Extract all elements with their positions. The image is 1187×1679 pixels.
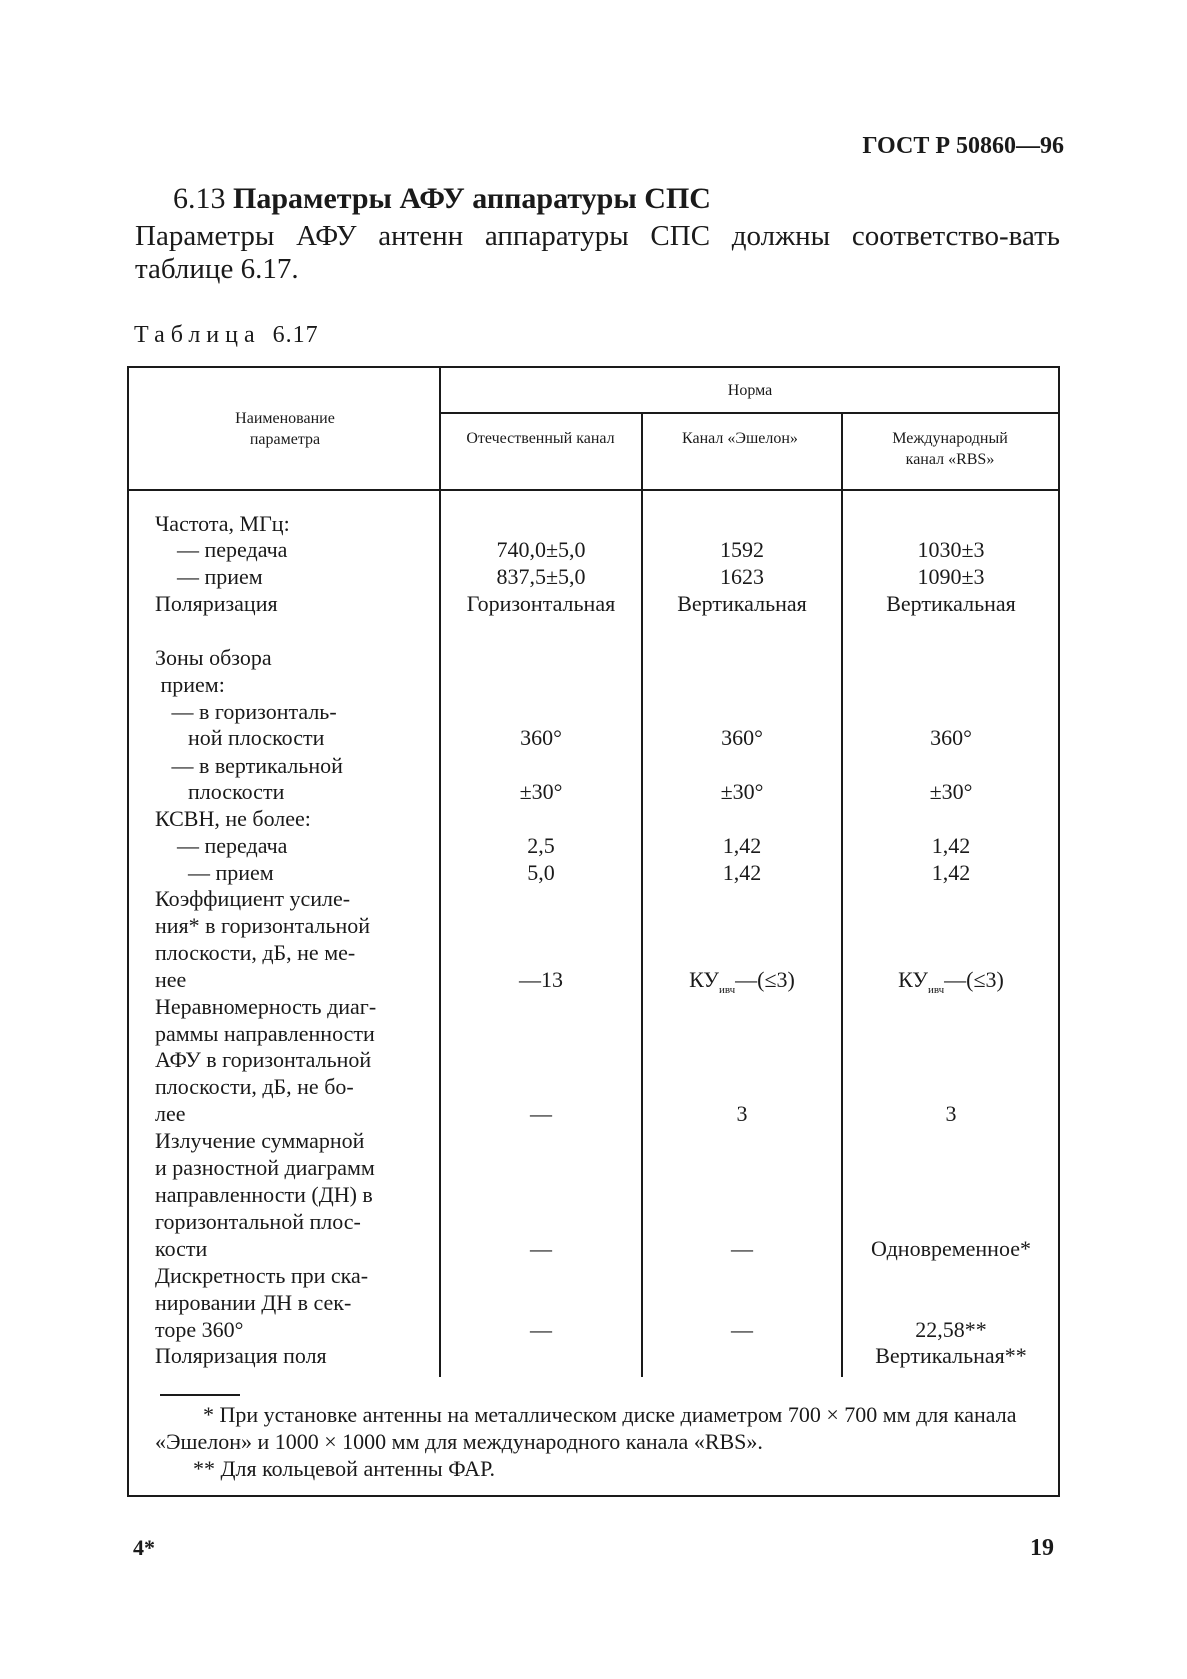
param-line: плоскости, дБ, не ме- [155,940,356,965]
value-cell: ±30° [720,779,764,804]
value-cell: 3 [736,1101,748,1126]
value-cell: 1030±3 [917,537,985,562]
value-cell: ±30° [519,779,563,804]
ku-subscript: ивч [927,984,945,996]
param-line: плоскости [155,779,285,804]
param-line: нее [155,967,187,992]
value-cell: 1,42 [722,833,762,858]
param-line: ной плоскости [155,725,325,750]
value-cell: Одновременное* [871,1236,1031,1261]
param-line: кости [155,1236,208,1261]
param-line: прием: [155,672,225,697]
param-line: АФУ в горизонтальной [155,1047,372,1072]
value-cell: 1,42 [931,860,971,885]
param-line: плоскости, дБ, не бо- [155,1074,354,1099]
value-cell: — [530,1317,552,1342]
value-cell: 1592 [720,537,764,562]
value-cell: — [731,1317,753,1342]
param-line: — прием [155,860,274,885]
value-cell: 360° [930,725,972,750]
param-line: — передача [155,537,288,562]
param-line: Зоны обзора [155,645,272,670]
value-cell: 1623 [720,564,764,589]
value-cell: 740,0±5,0 [496,537,586,562]
value-cell: 1,42 [931,833,971,858]
header-col2: Канал «Эшелон» [682,430,798,447]
value-cell: 360° [520,725,562,750]
footnote-2: ** Для кольцевой антенны ФАР. [193,1456,496,1481]
value-cell: ±30° [929,779,973,804]
value-cell: 3 [945,1101,957,1126]
param-line: Поляризация поля [155,1343,327,1368]
param-line: и разностной диаграмм [155,1155,375,1180]
header-col1: Отечественный канал [466,430,615,447]
value-cell: Вертикальная [886,591,1016,616]
footnote-rule [160,1394,240,1396]
header-bottom-rule [127,489,1060,491]
param-line: раммы направленности [155,1021,375,1046]
param-line: ния* в горизонтальной [155,913,371,938]
value-cell: —13 [519,967,563,992]
param-line: нировании ДН в сек- [155,1290,352,1315]
table-label [134,322,319,349]
param-line: — в горизонталь- [155,699,337,724]
header-param: Наименование параметра [235,410,335,448]
ku-symbol: КУ [898,967,928,992]
param-line: Коэффициент усиле- [155,886,351,911]
section-number: 6.13 [173,182,226,215]
value-cell: — [731,1236,753,1261]
header-norm-rule [440,412,1060,414]
header-norm: Норма [727,382,773,399]
value-cell: 360° [721,725,763,750]
value-cell: — [530,1236,552,1261]
value-cell: 2,5 [527,833,555,858]
value-cell: 22,58** [915,1317,987,1342]
value-cell: 1090±3 [917,564,985,589]
section-title [173,182,711,216]
param-line: Излучение суммарной [155,1128,365,1153]
value-cell: Вертикальная** [875,1343,1027,1368]
ku-tail: —(≤3) [735,967,795,992]
document-code: ГОСТ Р 50860—96 [862,133,1064,159]
page-mark: 4* [133,1535,155,1560]
table-label-word: Таблица [134,322,261,348]
param-line: — в вертикальной [155,753,343,778]
value-cell [642,966,842,1004]
param-line: — прием [155,564,263,589]
ku-tail: —(≤3) [944,967,1004,992]
param-line: направленности (ДН) в [155,1182,373,1207]
param-line: — передача [155,833,288,858]
param-line: Неравномерность диаг- [155,994,377,1019]
param-line: лее [155,1101,186,1126]
value-cell: 5,0 [527,860,555,885]
footnote-1: * При установке антенны на металлическом диске диаметром 700 × 700 мм для канала «Эшелон» и 1000 × 1000 мм для международного канала «RBS». [155,1402,1017,1454]
param-line: Поляризация [155,591,278,616]
header-col3: Международный канал «RBS» [892,430,1008,468]
intro-paragraph: Параметры АФУ антенн аппаратуры СПС должны соответство-вать таблице 6.17. [135,220,1060,285]
param-line: торе 360° [155,1317,244,1342]
page-number: 19 [1030,1535,1054,1561]
table-number: 6.17 [272,322,319,348]
ku-subscript: ивч [718,984,736,996]
param-line: КСВН, не более: [155,806,311,831]
ku-symbol: КУ [689,967,719,992]
param-line: Частота, МГц: [155,511,290,536]
param-line: горизонтальной плос- [155,1209,361,1234]
value-cell: 1,42 [722,860,762,885]
value-cell: Вертикальная [677,591,807,616]
param-line: Дискретность при ска- [155,1263,369,1288]
section-title-text: Параметры АФУ аппаратуры СПС [233,182,711,215]
value-cell: — [530,1101,552,1126]
value-cell: 837,5±5,0 [496,564,586,589]
value-cell: Горизонтальная [466,591,616,616]
value-cell [842,966,1060,1004]
